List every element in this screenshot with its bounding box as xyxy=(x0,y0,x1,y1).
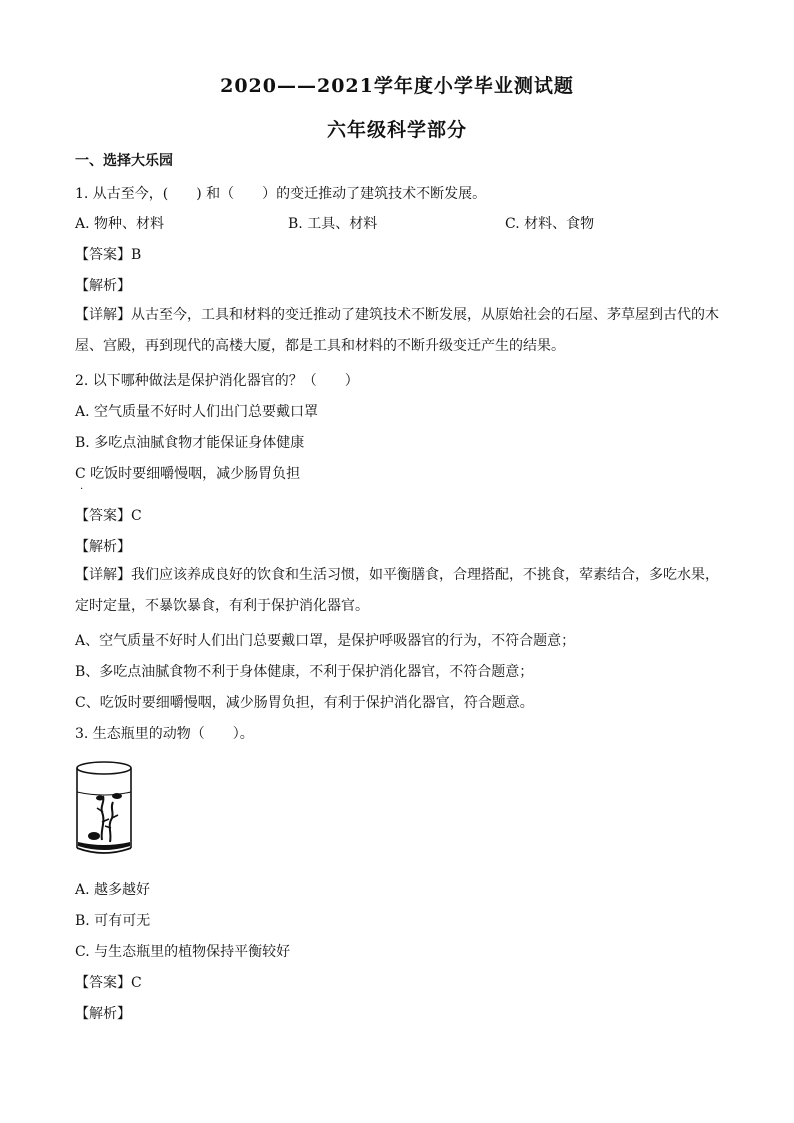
page-title: 2020——2021学年度小学毕业测试题 xyxy=(220,75,574,97)
question-1-analysis-label: 【解析】 xyxy=(75,278,131,294)
question-2-explain-c: C、吃饭时要细嚼慢咽，减少肠胃负担，有利于保护消化器官，符合题意。 xyxy=(75,695,534,711)
question-1-option-b: B. 工具、材料 xyxy=(288,216,378,232)
question-1-answer: 【答案】B xyxy=(75,247,142,263)
stray-dot: · xyxy=(80,484,84,495)
question-2-explain-a: A、空气质量不好时人们出门总要戴口罩，是保护呼吸器官的行为，不符合题意； xyxy=(75,633,576,649)
question-2-explain-b: B、多吃点油腻食物不利于身体健康，不利于保护消化器官，不符合题意； xyxy=(75,664,534,680)
ecosystem-bottle-figure xyxy=(72,760,136,860)
question-3-option-a: A. 越多越好 xyxy=(75,882,151,898)
question-2-answer: 【答案】C xyxy=(75,508,142,524)
question-3-option-c: C. 与生态瓶里的植物保持平衡较好 xyxy=(75,944,291,960)
question-1-option-c: C. 材料、食物 xyxy=(505,216,595,232)
question-2-stem: 2. 以下哪种做法是保护消化器官的？（ ） xyxy=(75,373,359,389)
question-2-detail: 【详解】我们应该养成良好的饮食和生活习惯，如平衡膳食，合理搭配，不挑食，荤素结合，多吃水果，定时定量，不暴饮暴食，有利于保护消化器官。 xyxy=(75,567,719,614)
question-3-option-b: B. 可有可无 xyxy=(75,913,151,929)
question-3-answer: 【答案】C xyxy=(75,975,142,991)
question-3-analysis-label: 【解析】 xyxy=(75,1006,131,1022)
page-subtitle: 六年级科学部分 xyxy=(326,119,467,141)
section-heading: 一、选择大乐园 xyxy=(75,153,173,169)
question-3-stem: 3. 生态瓶里的动物（ ）。 xyxy=(75,726,254,742)
question-1-detail: 【详解】从古至今，工具和材料的变迁推动了建筑技术不断发展，从原始社会的石屋、茅草屋到古代的木屋、宫殿，再到现代的高楼大厦，都是工具和材料的不断升级变迁产生的结果。 xyxy=(75,307,719,354)
question-1-option-a: A. 物种、材料 xyxy=(75,216,165,232)
question-2-option-c: C 吃饭时要细嚼慢咽，减少肠胃负担 xyxy=(75,466,301,482)
question-1-stem: 1. 从古至今，( ) 和（ ）的变迁推动了建筑技术不断发展。 xyxy=(75,186,487,202)
question-2-option-b: B. 多吃点油腻食物才能保证身体健康 xyxy=(75,435,305,451)
question-2-option-a: A. 空气质量不好时人们出门总要戴口罩 xyxy=(75,404,319,420)
question-2-analysis-label: 【解析】 xyxy=(75,539,131,555)
